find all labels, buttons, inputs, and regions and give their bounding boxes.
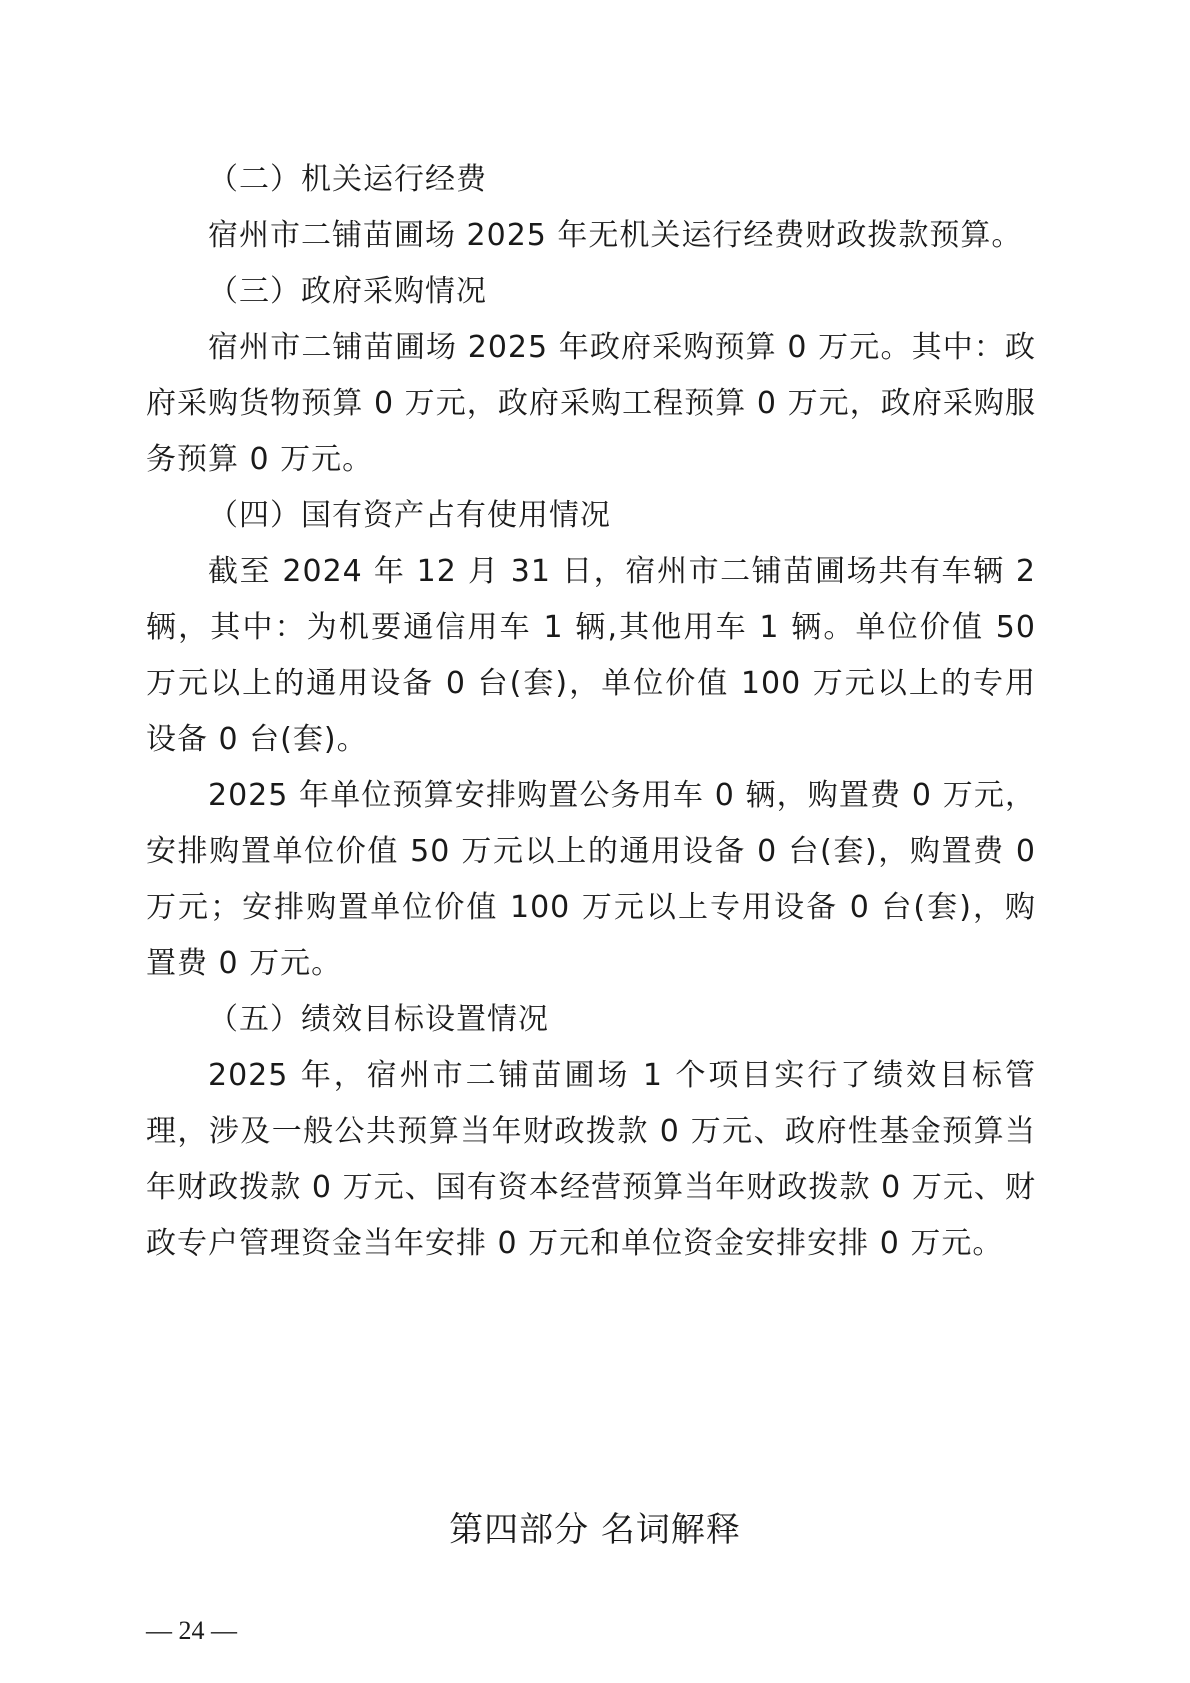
section-heading-performance-targets: （五）绩效目标设置情况 (208, 1002, 549, 1037)
paragraph-performance-targets: 2025 年，宿州市二铺苗圃场 1 个项目实行了绩效目标管理，涉及一般公共预算当年财政拨款 0 万元、政府性基金预算当年财政拨款 0 万元、国有资本经营预算当年财政拨款 0 万元、财政专户管理资金当年安排 0 万元和单位资金安排安排 0 万元。 (146, 1058, 1036, 1261)
section-heading-government-procurement: （三）政府采购情况 (208, 274, 487, 309)
paragraph-operating-expenses: 宿州市二铺苗圃场 2025 年无机关运行经费财政拨款预算。 (208, 218, 1023, 253)
paragraph-government-procurement: 宿州市二铺苗圃场 2025 年政府采购预算 0 万元。其中：政府采购货物预算 0 万元，政府采购工程预算 0 万元，政府采购服务预算 0 万元。 (146, 330, 1036, 477)
paragraph-state-assets-purchase-plan: 2025 年单位预算安排购置公务用车 0 辆，购置费 0 万元，安排购置单位价值 50 万元以上的通用设备 0 台(套)，购置费 0 万元；安排购置单位价值 100 万元以上专用设备 0 台(套)，购置费 0 万元。 (146, 778, 1036, 981)
section-heading-operating-expenses: （二）机关运行经费 (208, 162, 487, 197)
document-body (146, 152, 1036, 1272)
section-heading-state-assets: （四）国有资产占有使用情况 (208, 498, 611, 533)
part-title: 第四部分 名词解释 (449, 1510, 741, 1550)
paragraph-state-assets-vehicles: 截至 2024 年 12 月 31 日，宿州市二铺苗圃场共有车辆 2 辆，其中：为机要通信用车 1 辆,其他用车 1 辆。单位价值 50 万元以上的通用设备 0 台(套)，单位价值 100 万元以上的专用设备 0 台(套)。 (146, 554, 1036, 757)
page-number: — 24 — (146, 1616, 237, 1645)
